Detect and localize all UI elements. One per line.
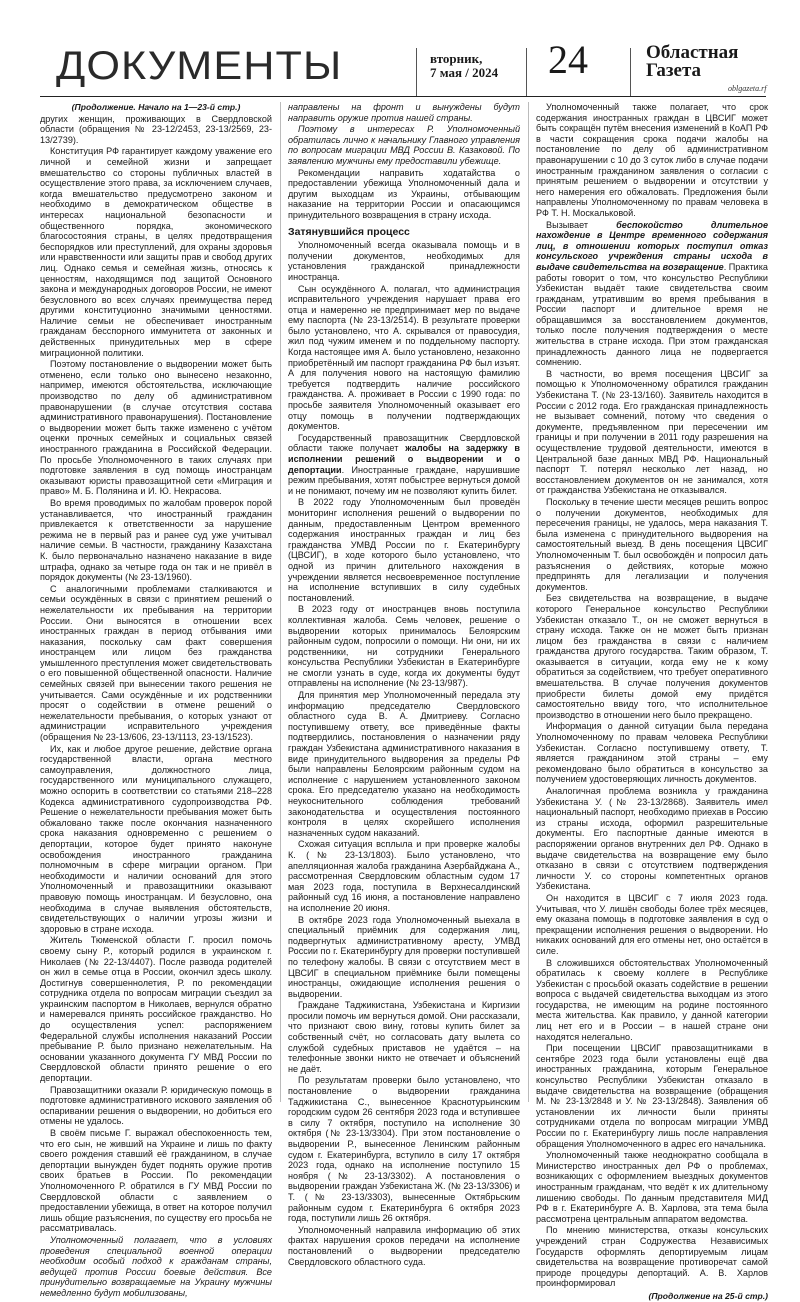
paragraph-italic: Уполномоченный полагает, что в условиях проведения специальной военной операции необходим особый подход к гражданам страны, ведущей против России боевые действия. Все принудительно возвращаемые на Украину мужчины немедленно будут мобилизованы, (40, 1234, 272, 1298)
divider (526, 48, 527, 96)
paragraph: Схожая ситуация всплыла и при проверке жалобы К. (№ 23-13/1803). Было установлено, что апелляционная жалоба гражданина Азербайджана А., рассмотренная Свердловским областным судом 17 мая 2023 года, поступила в Верхнесалдинский районный суд 16 июня, а постановление направлено на исполнение 20 июня. (288, 839, 520, 913)
text-run: Вызывает (546, 219, 617, 230)
paragraph: Правозащитники оказали Р. юридическую помощь в подготовке административного искового заявления об оспаривании решения о выдворении, но добиться его отмены не удалось. (40, 1084, 272, 1127)
paragraph: Уполномоченный также неоднократно сообщала в Министерство иностранных дел РФ о проблемах, возникающих с оформлением выездных документов иностранным гражданам, что ведёт к их длительному лишению свободы. По данным представителя МИД РФ в г. Екатеринбурге А. В. Харлова, эта тема была рассмотрена центральным аппаратом ведомства. (536, 1150, 768, 1224)
paragraph: Информация о данной ситуации была передана Уполномоченному по правам человека Республики Узбекистан. Согласно поступившему ответу, Т. является гражданином этой страны – ему рекомендовано было обратиться в консульство за получением удостоверяющих личность документов. (536, 721, 768, 785)
issue-date (430, 52, 498, 80)
paragraph: Он находится в ЦВСИГ с 7 июля 2023 года. Учитывая, что У. лишён свободы более трёх месяцев, ему оказана помощь в подготовке заявления в суд о прекращении исполнения решения о выдворении. Но никаких оснований для его отмены нет, оно остаётся в силе. (536, 892, 768, 956)
paragraph: В своём письме Г. выражал обеспокоенность тем, что его сын, не живший на Украине и лишь по факту своего рождения ставший её гражданином, в случае депортации вынужден будет поднять оружие против своих братьев в России. По рекомендации Уполномоченного Р. обратился в ГУ МВД России по Свердловской области с заявлением о предоставлении убежища, в ответ на которое получил лишь общие разъяснения, по существу его просьба не рассматривалась. (40, 1128, 272, 1234)
article-column-1 (40, 102, 272, 1300)
site-url: oblgazeta.rf (728, 84, 767, 93)
paragraph: По результатам проверки было установлено, что постановление о выдворении гражданина Таджикистана С., вынесенное Краснотурьинским городским судом 26 сентября 2023 года и вступившее в силу 7 октября, поступило на исполнение 30 октября (№ 23-13/3304). При этом постановление о выдворении Р., вынесенное Ленинским районным судом г. Екатеринбурга, вступило в силу 17 октября 2023 года, однако на исполнение поступило 15 ноября (№ 23-13/3302). А постановления о выдворении граждан Узбекистана Ж. (№ 23-13/3306) и Т. (№ 23-13/3303), вынесенные Октябрьским районным судом г. Екатеринбурга 6 октября 2023 года, поступили лишь 26 октября. (288, 1075, 520, 1224)
paragraph (536, 220, 768, 368)
paragraph: В 2023 году от иностранцев вновь поступила коллективная жалоба. Семь человек, решение о выдворении которых принималось Белоярским районным судом, попросили о помощи. Ни они, ни их родственники, ни сотрудники Генерального консульства Республики Узбекистан в Екатеринбурге не смогли узнать в суде, когда их документы будут отправлены на исполнение (№ 23-13/987). (288, 604, 520, 689)
logo-line-2: Газета (646, 60, 702, 81)
paragraph: других женщин, проживающих в Свердловской области (обращения № 23-12/2453, 23-13/2569, 23-13/2739). (40, 113, 272, 145)
paragraph: Во время проводимых по жалобам проверок порой устанавливается, что иностранный гражданин привлекается к ответственности за нарушение режима не в первый раз и ранее суд уже учитывал наличие семьи. В частности, гражданину Казахстана К. было первоначально назначено наказание в виде штрафа, однако за четыре года он так и не привёл в порядок документы (№ 23-13/1960). (40, 497, 272, 583)
section-title: ДОКУМЕНТЫ (56, 44, 343, 88)
paragraph: В сложившихся обстоятельствах Уполномоченный обратилась к своему коллеге в Республике Узбекистан с просьбой оказать содействие в решении вопроса с выдачей свидетельства выходцам из этого государства, не имеющим на родине постоянного места жительства. Как правило, у данной категории лиц нет его и в России – в нашей стране они находятся нелегально. (536, 957, 768, 1042)
newspaper-logo (646, 44, 776, 80)
continuation-note: (Продолжение на 25-й стр.) (648, 1290, 768, 1301)
paragraph: Для принятия мер Уполномоченный передала эту информацию председателю Свердловского областного суда В. А. Дмитриеву. Согласно поступившему ответу, все приведённые факты подтвердились, постановления о назначении ряду граждан Узбекистана административного наказания в виде принудительного выдворения за пределы РФ были направлены Белоярским районным судом на исполнение с нарушением установленного законом срока. Его председателю указано на необходимость неукоснительного соблюдения требований законодательства и осуществления постоянного контроля в целях скорейшего исполнения назначенных судом наказаний. (288, 690, 520, 838)
article-column-3 (536, 102, 768, 1302)
paragraph: Сын осуждённого А. полагал, что администрация исправительного учреждения нарушает права его отца и намеренно не предпринимает мер по выдаче ему паспорта (№ 23-13/2514). В результате проверки было установлено, что А. скрывался от правосудия, жил под чужим именем и по поддельному паспорту. Когда настоящее имя А. было установлено, незаконно приобретённый им паспорт гражданина РФ был изъят. А для получения нового на настоящую фамилию требуется подтвердить наличие российского гражданства. А. проживает в России с 1990 года: по просьбе заявителя Уполномоченный оказывает его отцу помощь в получении подтверждающих документов. (288, 283, 520, 432)
paragraph (288, 433, 520, 497)
logo-line-1: Областная (646, 42, 739, 63)
divider (630, 48, 631, 96)
issue-weekday: вторник, (430, 51, 483, 66)
section-heading: Затянувшийся процесс (288, 225, 410, 238)
paragraph: По мнению министерства, отказы консульских учреждений стран Содружества Независимых Государств оформлять депортируемым лицам свидетельства на возвращение противоречат самой природе процедуры депортаций. А. В. Харлов проинформировал (536, 1225, 768, 1289)
divider (416, 48, 417, 96)
text-run: . Практика работы говорит о том, что консульство Республики Узбекистан выдаёт такие свидетельства своим гражданам, утратившим во время пребывания в России паспорт и длительное время не обращавшимся за восстановлением документов, только после получения подтверждения о месте жительства в стране исхода. При этом гражданская принадлежность данного лица не подвергается сомнению. (536, 261, 768, 368)
paragraph: В 2022 году Уполномоченным был проведён мониторинг исполнения решений о выдворении по данным, предоставленным Центром временного содержания иностранных граждан и лиц без гражданства УМВД России по г. Екатеринбургу (ЦВСИГ), в ходе которого было установлено, что одной из причин длительного нахождения в учреждении является несвоевременное поступление на исполнение вступивших в силу судебных постановлений. (288, 497, 520, 603)
paragraph: Граждане Таджикистана, Узбекистана и Киргизии просили помочь им вернуться домой. Они рассказали, что признают свою вину, готовы купить билет за собственный счёт, но согласовать дату вылета со службой судебных приставов не удаётся – на телефонные звонки никто не отвечает и объяснений не даёт. (288, 1000, 520, 1074)
paragraph: Житель Тюменской области Г. просил помочь своему сыну Р., который родился в украинском г. Николаев (№ 22-13/4407). После развода родителей он жил в семье отца в России, окончил здесь школу. Достигнув совершеннолетия, Р. по рекомендации сотрудника отдела по вопросам миграции съездил за украинским паспортом в Николаев, вернулся обратно и намеревался принять российское гражданство. Но до осуществления успел: распоряжением Федеральной службы исполнения наказаний России пребывание Р. было признано нежелательным. На основании указанного документа ГУ МВД России по Свердловской области принято решение о его депортации. (40, 935, 272, 1084)
paragraph: Уполномоченный всегда оказывала помощь и в получении документов, необходимых для установления гражданской принадлежности иностранца. (288, 240, 520, 282)
paragraph: С аналогичными проблемами сталкиваются и семьи осуждённых в связи с принятием решений о нежелательности их пребывания на территории России. Они выносятся в отношении всех иностранных граждан в период отбывания ими наказания, поскольку сам факт совершения иностранцем или лицом без гражданства умышленного преступления может свидетельствовать о его повышенной общественной опасности. Наличие семейных связей при вынесении такого решения не учитывается. Сами осуждённые и их родственники просят о содействии в отмене решений о нежелательности пребывания, о которых узнают от администрации исправительного учреждения (обращения № 23-13/606, 23-13/1113, 23-13/1523). (40, 583, 272, 743)
paragraph: Уполномоченный направила информацию об этих фактах нарушения сроков передачи на исполнение постановлений о выдворении председателю Свердловского областного суда. (288, 1224, 520, 1267)
bold-italic-text-run: беспокойство длительное нахождение в Центре временного содержания лиц, в отношении которых поступил отказ консульского учреждения страны исхода в выдаче свидетельства на возвращение (536, 219, 768, 272)
header-rule (40, 96, 766, 97)
article-column-2 (288, 102, 520, 1268)
issue-date-value: 7 мая / 2024 (430, 65, 499, 80)
paragraph: В частности, во время посещения ЦВСИГ за помощью к Уполномоченному обратился гражданин Узбекистана Т. (№ 23-13/160). Заявитель находится в России с 2012 года. Его гражданская принадлежность не вызывает сомнений, потому что сведения о документе, предъявленном при пересечении им границы и при получении в 2011 году разрешения на осуществление трудовой деятельности, имеются в Центральной базе данных МВД РФ. Национальный паспорт Т. потерял несколько лет назад, но восстановлением документов он не занимался, хотя от гражданства Узбекистана не отказывался. (536, 368, 768, 496)
paragraph: Конституция РФ гарантирует каждому уважение его личной и семейной жизни и запрещает вмешательство со стороны публичных властей в осуществление этого права, за исключением случаев, когда вмешательство предусмотрено законом и необходимо в демократическом обществе в интересах национальной безопасности и общественного порядка, экономического благосостояния страны, в целях предотвращения беспорядков или преступлений, для охраны здоровья или нравственности или защиты прав и свобод других лиц. Однако семья и семейная жизнь, относясь к ценностям, находящимся под защитой Основного закона и международных договоров России, не имеют безусловного во всех случаях преимущества перед другими конституционно значимыми ценностями. Наличие семьи не обеспечивает иностранным гражданам бесспорного иммунитета от законных и действенных принудительных мер в сфере миграционной политики. (40, 146, 272, 358)
paragraph: В октябре 2023 года Уполномоченный выехала в специальный приёмник для содержания лиц, подвергнутых административному аресту, УМВД России по г. Екатеринбургу для проверки поступившей по телефону жалобы. В связи с отсутствием мест в ЦВСИГ в специальном приёмнике были помещены иностранцы, ожидающие исполнения решения о выдворении. (288, 914, 520, 999)
paragraph: Их, как и любое другое решение, действие органа государственной власти, органа местного самоуправления, должностного лица, государственного или муниципального служащего, можно оспорить в соответствии со статьями 218–228 Кодекса административного судопроизводства РФ. Решение о нежелательности пребывания может быть обжаловано также после окончания назначенного срока наказания одновременно с решением о депортации, которое будет принято наконуне освобождения иностранного гражданина полномочным в сфере миграции органом. При необходимости и наличии оснований для этого Уполномоченный и правозащитники оказывают правовую помощь иностранцам. И безусловно, она необходима в случае выявления обстоятельств, свидетельствующих о наличии угрозы жизни и здоровью в стране исхода. (40, 743, 272, 934)
masthead (40, 37, 768, 98)
paragraph: Уполномоченный также полагает, что срок содержания иностранных граждан в ЦВСИГ может быть сокращён путём внесения изменений в КоАП РФ в части сокращения срока подачи жалобы на постановление по делу об административном правонарушении с 10 до 3 суток либо в случае подачи иностранным гражданином заявления о согласии с принятым решением о выдворении и отсутствии у него намерения его обжаловать. Предложения были направлены Уполномоченному по правам человека в РФ Т. Н. Москальковой. (536, 102, 768, 218)
paragraph: Поскольку в течение шести месяцев решить вопрос о получении документов, необходимых для пересечения границы, не удалось, мера наказания Т. была изменена с принудительного выдворения на самостоятельный выезд. В день посещения ЦВСИГ Уполномоченным Т. был освобождён и попросил дать разъяснения о действиях, которые можно предпринять для легализации и получения документов. (536, 496, 768, 592)
paragraph-italic: Поэтому в интересах Р. Уполномоченный обратилась лично к начальнику Главного управления по вопросам миграции МВД России В. Казаковой. По заявлению мужчины ему предоставили убежище. (288, 124, 520, 166)
paragraph: Аналогичная проблема возникла у гражданина Узбекистана У. (№ 23-13/2868). Заявитель имел национальный паспорт, необходимо приехав в Россию из страны исхода, оформил разрешительные документы. Его паспортные данные имеются в распоряжении органов внутренних дел РФ. Однако в выдаче свидетельства на возвращение ему было отказано в связи с отсутствием подтверждения личности У. со стороны компетентных органов Узбекистана. (536, 786, 768, 892)
text-run: . Иностранные граждане, нарушившие режим пребывания, хотят побыстрее вернуться домой и не понимают, почему им не позволяют купить билет. (288, 464, 520, 496)
bold-text-run: жалобы на задержку в исполнении решений о выдворении и о депортации (288, 443, 520, 475)
paragraph: Поэтому постановление о выдворении может быть отменено, если только оно вынесено незаконно, например, имеются обстоятельства, исключающие производство по делу об административном правонарушении (в случае отсутствия состава административного правонарушения). Постановление о выдворении может быть также изменено с учётом оценки прочных семейных и социальных связей иностранного гражданина в Российской Федерации. По просьбе Уполномоченного в таких случаях при подготовке заявления в суд помощь иностранцам оказывают юристы правозащитной сети «Миграция и право» М. Б. Полянина и И. Ю. Некрасова. (40, 359, 272, 497)
paragraph: Без свидетельства на возвращение, в выдаче которого Генеральное консульство Республики Узбекистан отказало Т., он не сможет вернуться в страну исхода. Также он не может быть признан лицом без гражданства в связи с наличием гражданства другого государства. Таким образом, Т. оказывается в ситуации, когда ему не к кому обратиться за содействием, что требует оперативного вмешательства. В случае получения документов приобрести билеты домой ему придётся самостоятельно ввиду того, что исполнительное производство в отношении него было прекращено. (536, 593, 768, 720)
paragraph-italic: направлены на фронт и вынуждены будут направить оружие против нашей страны. (288, 102, 520, 123)
text-run: Государственный правозащитник Свердловской области также получает (288, 432, 520, 454)
continuation-note: (Продолжение. Начало на 1—23-й стр.) (71, 102, 241, 112)
column-divider (528, 102, 529, 1102)
paragraph: Рекомендации направить ходатайства о предоставлении убежища Уполномоченный дала и другим выходцам из Украины, отбывающим наказание на территории России и опасающимся принудительного возвращения в страну исхода. (288, 167, 520, 220)
page-number: 24 (548, 37, 588, 82)
paragraph: При посещении ЦВСИГ правозащитниками в сентябре 2023 года были установлены ещё два иностранных гражданина, которым Генеральное консульство Республики Узбекистан отказало в выдаче свидетельства на возвращение (обращения М. № 23-13/2848 и У. № 23-13/2848). Заявления об установлении их личности были приняты сотрудниками отдела по вопросам миграции УМВД России по г. Екатеринбургу лишь после направления обращения Уполномоченного в адрес его начальника. (536, 1043, 768, 1149)
column-divider (280, 102, 281, 1102)
